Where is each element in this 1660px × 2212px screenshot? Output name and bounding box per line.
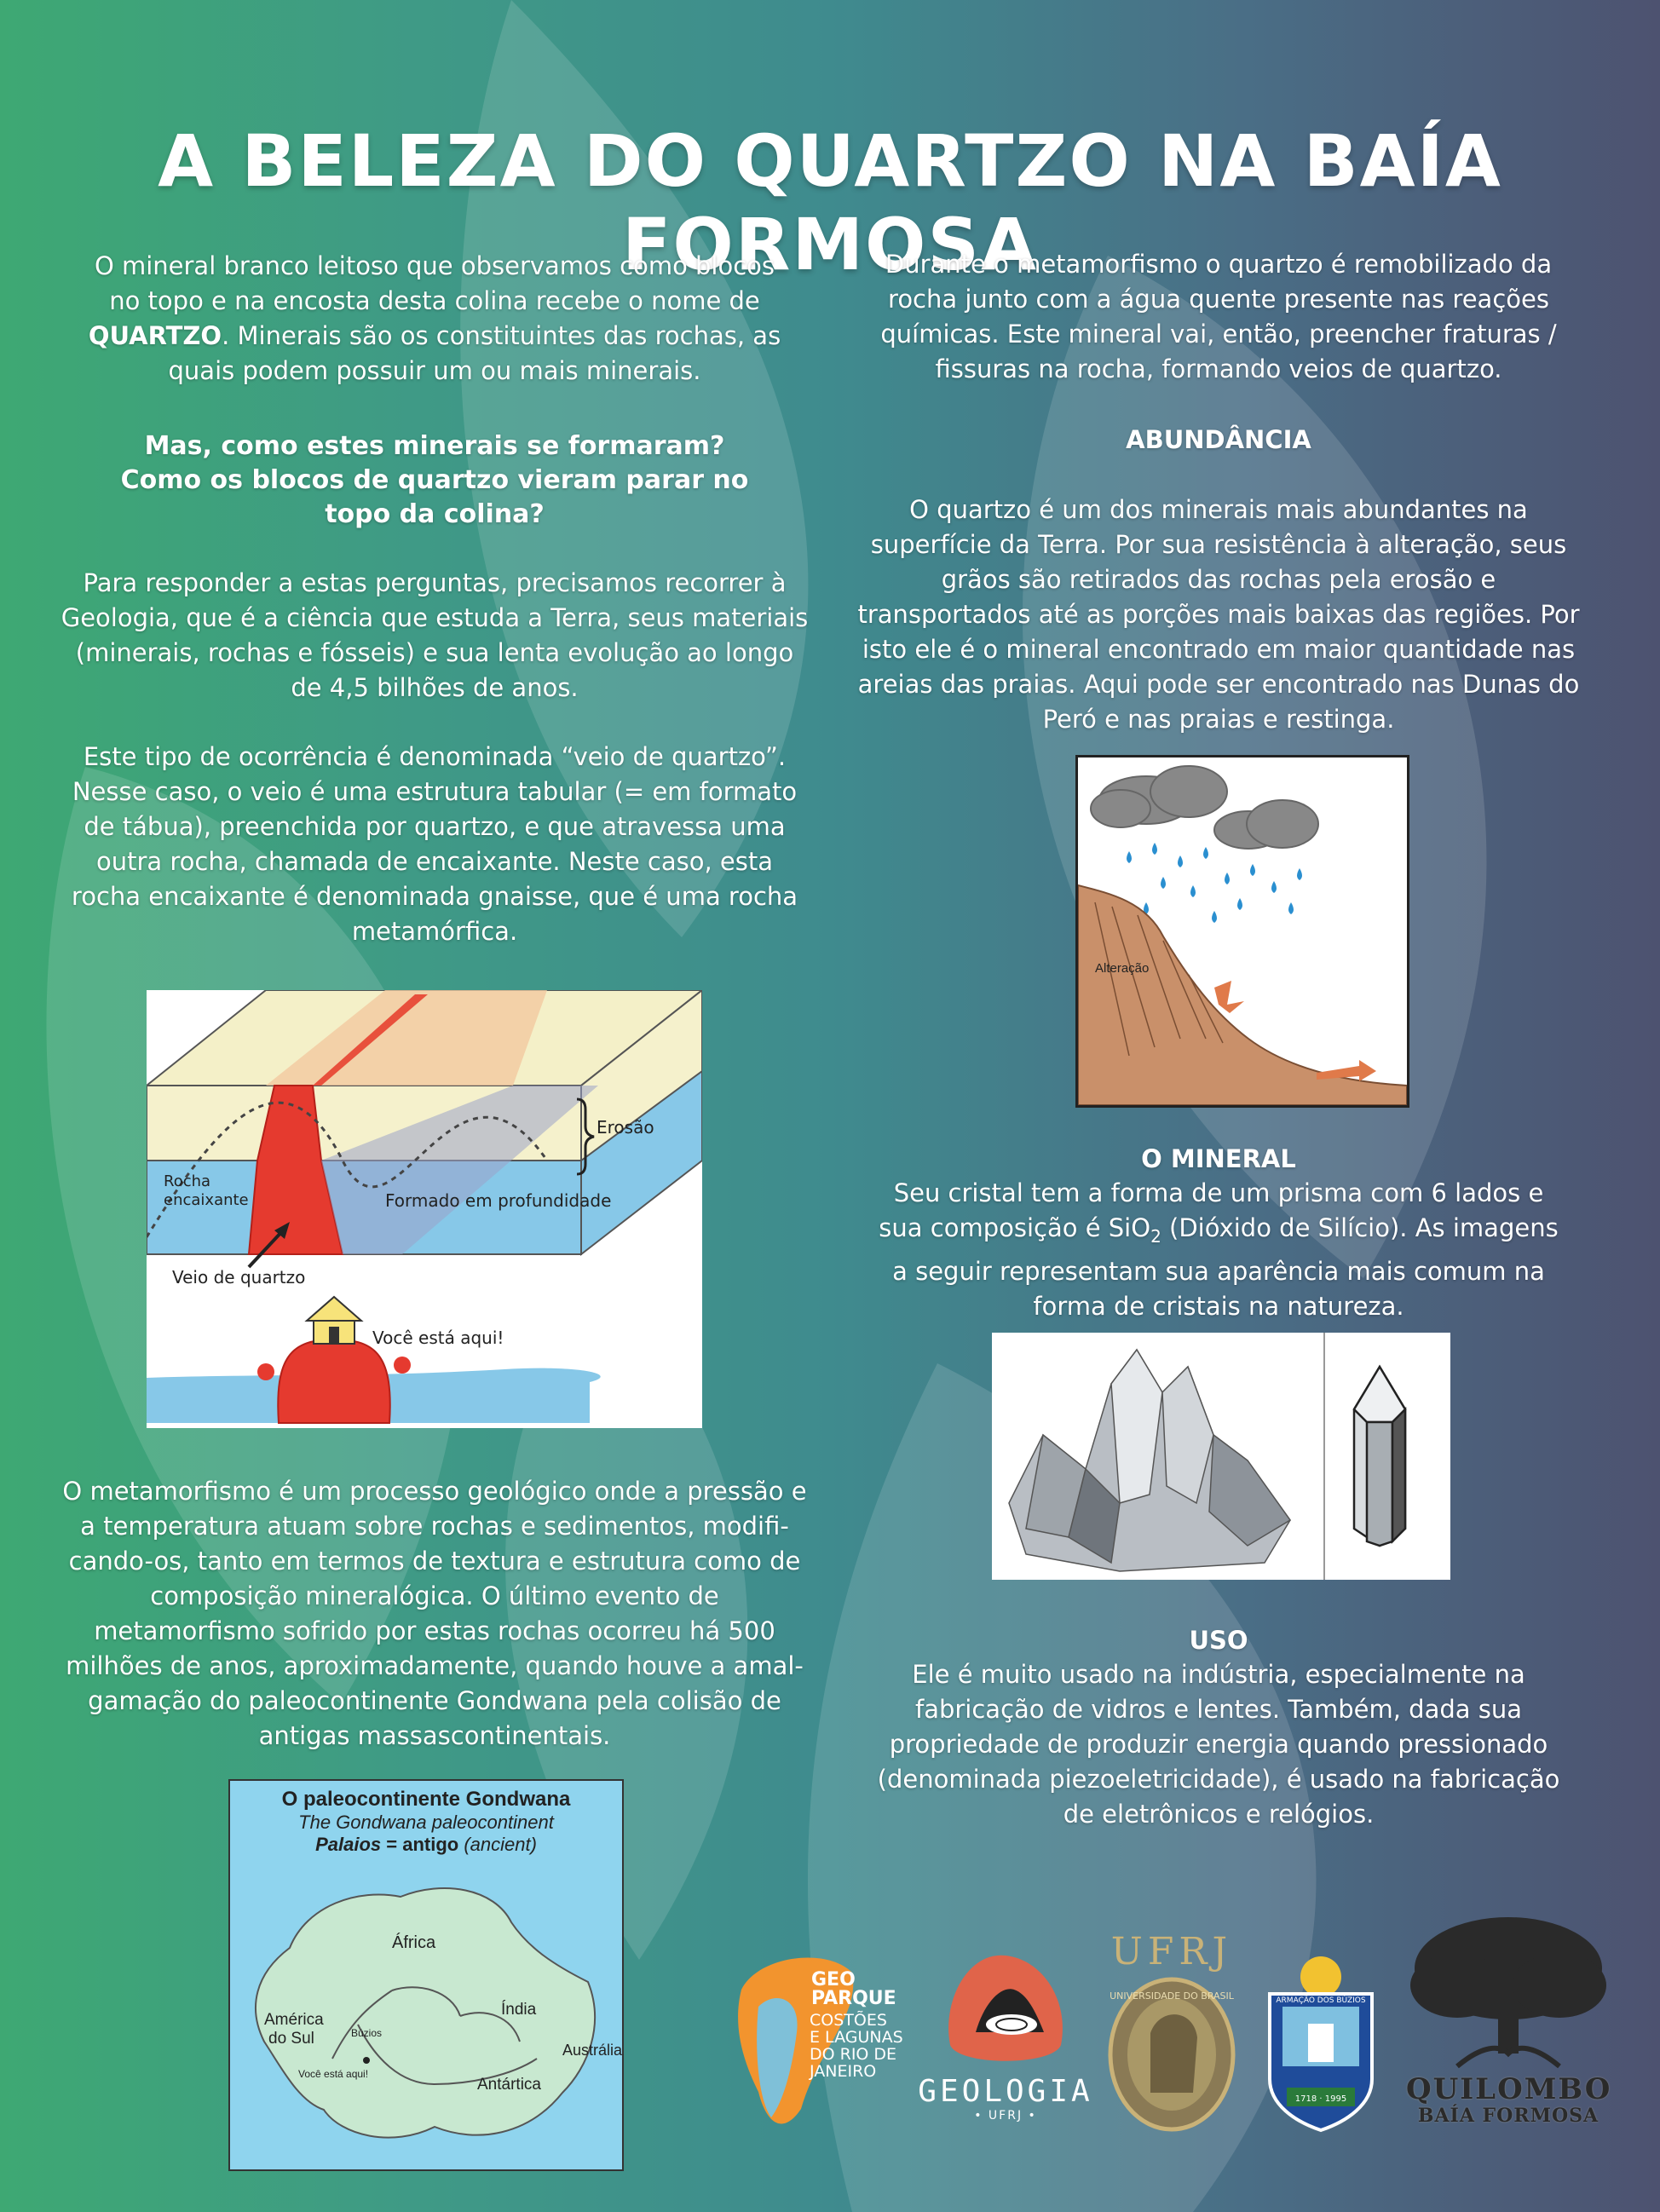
metamorphism-paragraph: O metamorfismo é um processo geológico onde a pressão e a temperatura atuam sobre rochas e sedimentos, modifi-cando-os, tanto em termos de textura e estrutura como de composição mineralógica. O último evento de metamorfismo sofrido por estas rochas ocorreu há 500 milhões de anos, aproximadamente, quando houve a amal-gamação do paleocontinente Gondwana pela colisão de antigas massascontinentais. xyxy=(62,1477,807,1750)
armacao-crest-icon xyxy=(1253,1951,1389,2139)
uso-block xyxy=(852,1623,1585,1832)
buzios-label: Búzios xyxy=(351,2027,383,2039)
palaios-word: Palaios xyxy=(315,1834,382,1855)
mineral-subscript: 2 xyxy=(1150,1225,1161,1247)
crystal-images xyxy=(992,1333,1450,1580)
mineral-paragraph xyxy=(878,1176,1559,1324)
page-title: A BELEZA DO QUARTZO NA BAÍA FORMOSA xyxy=(158,119,1502,286)
geology-paragraph: Para responder a estas perguntas, precisamos recorrer à Geologia, que é a ciência que estuda a Terra, seus materiais (minerais, rochas e fósseis) e sua lenta evolução ao longo de 4,5 bilhões de anos. xyxy=(61,568,809,702)
metamorphism-block xyxy=(60,1474,810,1754)
india-label: Índia xyxy=(501,2001,537,2019)
voce-esta-aqui-label: Você está aqui! xyxy=(372,1328,504,1348)
question-2: Como os blocos de quartzo vieram parar no topo da colina? xyxy=(120,465,749,529)
geologia-mark-icon xyxy=(942,1951,1069,2071)
erosion-diagram xyxy=(1078,757,1407,1105)
geologia-text: GEOLOGIA xyxy=(918,2074,1093,2109)
quilombo-logo xyxy=(1406,1909,1611,2139)
ufrj-logo xyxy=(1095,1930,1248,2143)
quartz-crystals xyxy=(992,1333,1450,1580)
map-subtitle: The Gondwana paleocontinent xyxy=(298,1812,554,1833)
map-etymology xyxy=(230,1834,622,1856)
america-label-2: do Sul xyxy=(268,2030,314,2048)
ancient-word: (ancient) xyxy=(458,1834,537,1855)
ufrj-ring-text: UNIVERSIDADE DO BRASIL xyxy=(1110,1990,1234,2002)
costoes-line-2: E LAGUNAS xyxy=(810,2028,903,2047)
mineral-block xyxy=(852,1142,1585,1324)
quilombo-text: QUILOMBO xyxy=(1406,2072,1612,2106)
baia-formosa-text: BAÍA FORMOSA xyxy=(1417,2105,1599,2127)
geoparque-logo xyxy=(724,1938,929,2143)
map-voce-label: Você está aqui! xyxy=(298,2068,369,2080)
left-column xyxy=(60,249,810,949)
uso-heading: USO xyxy=(1189,1626,1248,1655)
quartzo-highlight: QUARTZO xyxy=(88,321,222,350)
costoes-text xyxy=(810,2012,903,2080)
abundancia-paragraph: O quartzo é um dos minerais mais abundantes na superfície da Terra. Por sua resistência à alteração, seus grãos são retirados das rochas pela erosão e transportados até as porções mais baixas das regiões. Por isto ele é o mineral encontrado em maior quantidade nas areias das praias. Aqui pode ser encontrado nas Dunas do Peró e nas praias e restinga. xyxy=(857,495,1580,734)
encaixante-label: encaixante xyxy=(164,1191,249,1209)
ufrj-seal-icon xyxy=(1099,1973,1244,2135)
uso-paragraph: Ele é muito usado na indústria, especialmente na fabricação de vidros e lentes. Também, dada sua propriedade de produzir energia quando pressionado (denominada piezoeletricidade), é usado na fabricação de eletrônicos e relógios. xyxy=(877,1660,1560,1829)
antartica-label: Antártica xyxy=(477,2076,541,2094)
armacao-buzios-logo xyxy=(1253,1951,1389,2139)
ufrj-text: UFRJ xyxy=(1110,1930,1233,1973)
question-1: Mas, como estes minerais se formaram? xyxy=(144,431,725,461)
gondwana-landmass xyxy=(230,1854,622,2169)
equals-sign: = xyxy=(381,1834,403,1855)
formado-label: Formado em profundidade xyxy=(385,1190,612,1211)
right-column xyxy=(852,247,1585,737)
america-label-1: América xyxy=(264,2011,324,2029)
costoes-line-4: JANEIRO xyxy=(810,2062,877,2081)
remobilization-paragraph: Durante o metamorfismo o quartzo é remobilizado da rocha junto com a água quente presente nas reações químicas. Este mineral vai, então, preencher fraturas / fissuras na rocha, formando veios de quartzo. xyxy=(880,250,1557,383)
veio-label: Veio de quartzo xyxy=(172,1267,306,1287)
rocha-label: Rocha xyxy=(164,1172,211,1190)
armacao-text: ARMAÇÃO DOS BÚZIOS xyxy=(1276,1996,1366,2005)
block-diagram-figure xyxy=(147,990,702,1428)
mineral-text-b: (Dióxido de Silício). As imagens a seguir representam sua aparência mais comum na forma de cristais na natureza. xyxy=(892,1213,1559,1321)
geo-word: GEO xyxy=(811,1969,856,1990)
australia-label: Austrália xyxy=(562,2042,622,2059)
africa-label: África xyxy=(392,1933,436,1952)
veio-paragraph: Este tipo de ocorrência é denominada “veio de quartzo”. Nesse caso, o veio é uma estrutura tabular (= em formato de tábua), preenchida por quartzo, e que atravessa uma outra rocha, chamada de encaixante. Neste caso, esta rocha encaixante é denominada gnaisse, que é uma rocha metamórfica. xyxy=(71,742,798,946)
abundancia-heading: ABUNDÂNCIA xyxy=(1126,425,1311,454)
geoparque-text xyxy=(811,1971,896,2008)
costoes-line-3: DO RIO DE xyxy=(810,2045,897,2064)
intro-paragraph xyxy=(85,249,784,389)
map-title: O paleocontinente Gondwana xyxy=(281,1788,571,1811)
costoes-line-1: COSTÕES xyxy=(810,2011,887,2030)
tree-icon xyxy=(1406,1909,1611,2071)
parque-word: PARQUE xyxy=(811,1988,896,2009)
gondwana-map xyxy=(228,1779,624,2171)
erosao-label: Erosão xyxy=(597,1117,654,1138)
mineral-heading: O MINERAL xyxy=(1141,1144,1296,1173)
mineral-text-a: Seu cristal tem a forma de um prisma com 6 lados e sua composição é SiO xyxy=(879,1178,1544,1242)
geologia-sub-text: • UFRJ • xyxy=(974,2109,1037,2123)
alteracao-label: Alteração xyxy=(1095,961,1150,976)
erosion-figure xyxy=(1075,755,1409,1108)
antigo-word: antigo xyxy=(402,1834,459,1855)
geologia-ufrj-logo xyxy=(912,1951,1099,2130)
intro-text-c: . Minerais são os constituintes das rochas, as quais podem possuir um ou mais minerais. xyxy=(168,321,781,385)
armacao-years-text: 1718 · 1995 xyxy=(1294,2094,1347,2104)
block-diagram xyxy=(147,990,702,1428)
intro-text-a: O mineral branco leitoso que observamos como blocos no topo e na encosta desta colina recebe o nome de xyxy=(94,251,775,315)
